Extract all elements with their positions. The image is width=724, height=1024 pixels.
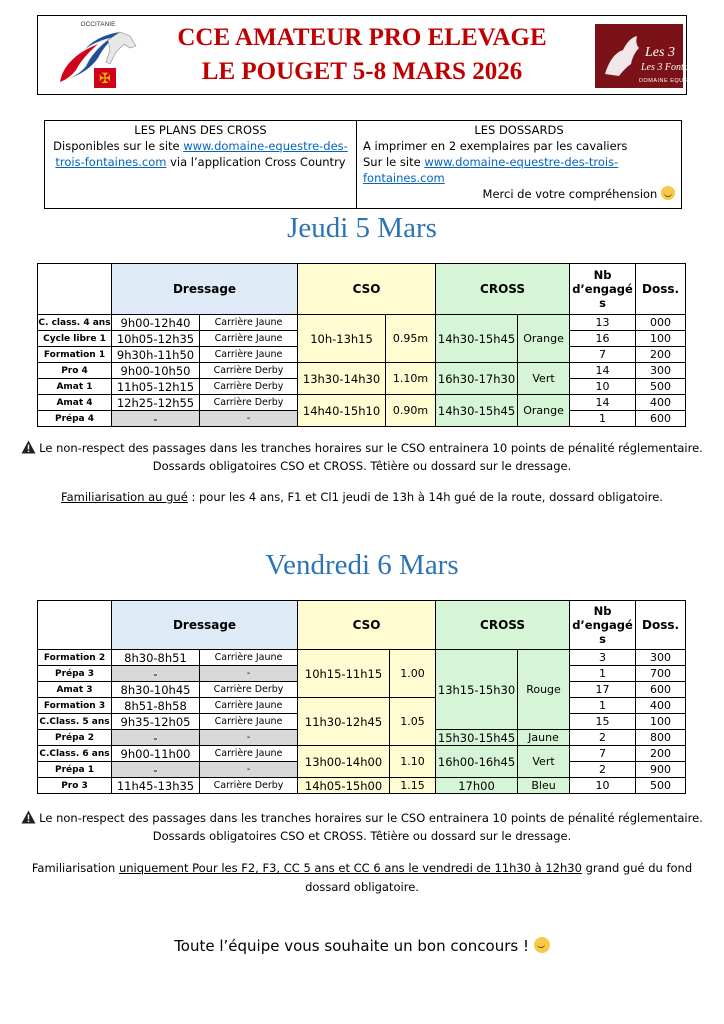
day2-title: Vendredi 6 Mars bbox=[265, 549, 459, 581]
nb-engages-header: Nb d’engagé s bbox=[570, 264, 636, 315]
table-row: Prépa 4 - - 1 600 bbox=[38, 411, 686, 427]
cross-plans-heading: LES PLANS DES CROSS bbox=[134, 123, 267, 137]
dossard-header: Doss. bbox=[636, 601, 686, 650]
day1-familiarisation-note: Familiarisation au gué : pour les 4 ans, F1 et Cl1 jeudi de 13h à 14h gué de la route, dossard obligatoire. bbox=[61, 490, 663, 504]
table-row: Formation 1 9h30h-11h50 Carrière Jaune 7 200 bbox=[38, 347, 686, 363]
dossards-heading: LES DOSSARDS bbox=[474, 123, 564, 137]
nb-engages-header: Nb d’engagé s bbox=[570, 601, 636, 650]
day1-warning-note: Le non-respect des passages dans les tranches horaires sur le CSO entrainera 10 points de pénalité réglementaire. bbox=[0, 439, 724, 457]
closing-message: Toute l’équipe vous souhaite un bon concours ! bbox=[0, 937, 724, 955]
day1-dossards-note: Dossards obligatoires CSO et CROSS. Têtière ou dossard sur le dressage. bbox=[152, 459, 572, 473]
smiley-icon bbox=[534, 937, 550, 953]
day1-title: Jeudi 5 Mars bbox=[287, 212, 437, 244]
dossards-site-text: Sur le site www.domaine-equestre-des-trois-fontaines.com bbox=[363, 155, 619, 185]
table-row: Prépa 3 - - 1 700 bbox=[38, 666, 686, 682]
table-row: C. class. 4 ans 9h00-12h40 Carrière Jaune 10h-13h15 0.95m 14h30-15h45 Orange 13 000 bbox=[38, 315, 686, 331]
table-row: Formation 2 8h30-8h51 Carrière Jaune 10h15-11h15 1.00 13h15-15h30 Rouge 3 300 bbox=[38, 650, 686, 666]
warning-icon bbox=[21, 810, 36, 824]
day2-dossards-note: Dossards obligatoires CSO et CROSS. Têtière ou dossard sur le dressage. bbox=[152, 829, 572, 843]
event-subtitle: LE POUGET 5-8 MARS 2026 bbox=[201, 58, 523, 85]
thanks-text: Merci de votre compréhension bbox=[357, 186, 681, 202]
table-row: C.Class. 6 ans 9h00-11h00 Carrière Jaune 13h00-14h00 1.10 16h00-16h45 Vert 7 200 bbox=[38, 746, 686, 762]
day2-schedule-table bbox=[37, 600, 686, 794]
table-row: Amat 4 12h25-12h55 Carrière Derby 14h40-15h10 0.90m 14h30-15h45 Orange 14 400 bbox=[38, 395, 686, 411]
website-link[interactable]: www.domaine-equestre-des-trois-fontaines.com bbox=[363, 155, 619, 185]
table-row: Formation 3 8h51-8h58 Carrière Jaune 11h30-12h45 1.05 1 400 bbox=[38, 698, 686, 714]
dossard-header: Doss. bbox=[636, 264, 686, 315]
table-row: Amat 3 8h30-10h45 Carrière Derby 17 600 bbox=[38, 682, 686, 698]
event-title: CCE AMATEUR PRO ELEVAGE bbox=[177, 24, 547, 51]
svg-text:Les 3 Fontaines: Les 3 Fontaines bbox=[641, 62, 705, 73]
table-row: Cycle libre 1 10h05-12h35 Carrière Jaune 16 100 bbox=[38, 331, 686, 347]
svg-text:DOMAINE EQUESTRE: DOMAINE EQUESTRE bbox=[639, 78, 705, 84]
table-row: Amat 1 11h05-12h15 Carrière Derby 10 500 bbox=[38, 379, 686, 395]
dressage-header: Dressage bbox=[112, 264, 298, 315]
svg-text:✠: ✠ bbox=[99, 71, 111, 87]
trois-fontaines-logo bbox=[595, 24, 705, 88]
svg-text:OCCITANIE: OCCITANIE bbox=[80, 21, 116, 28]
category-header bbox=[38, 601, 112, 650]
cross-header: CROSS bbox=[436, 601, 570, 650]
svg-text:Les 3: Les 3 bbox=[645, 45, 675, 60]
day2-familiarisation-note-line2: dossard obligatoire. bbox=[305, 880, 419, 894]
table-row: Prépa 1 - - 2 900 bbox=[38, 762, 686, 778]
day2-warning-note: Le non-respect des passages dans les tranches horaires sur le CSO entrainera 10 points de pénalité réglementaire. bbox=[0, 809, 724, 827]
warning-icon bbox=[21, 440, 36, 454]
info-box bbox=[44, 120, 682, 209]
cross-plans-section bbox=[45, 121, 356, 170]
smiley-icon bbox=[661, 186, 675, 200]
day1-schedule-table bbox=[37, 263, 686, 427]
website-link[interactable]: www.domaine-equestre-des-trois-fontaines.com bbox=[55, 139, 348, 169]
cross-plans-text: Disponibles sur le site www.domaine-equestre-des-trois-fontaines.com via l’application Cross Country bbox=[53, 139, 348, 169]
dossards-section bbox=[357, 121, 681, 202]
cso-header: CSO bbox=[298, 601, 436, 650]
cross-header: CROSS bbox=[436, 264, 570, 315]
day2-familiarisation-note: Familiarisation uniquement Pour les F2, F3, CC 5 ans et CC 6 ans le vendredi de 11h30 à 12h30 grand gué du fond bbox=[31, 861, 693, 875]
table-row: C.Class. 5 ans 9h35-12h05 Carrière Jaune 15 100 bbox=[38, 714, 686, 730]
cso-header: CSO bbox=[298, 264, 436, 315]
dossards-print-text: A imprimer en 2 exemplaires par les cavaliers bbox=[363, 139, 628, 153]
header-box bbox=[37, 15, 705, 95]
table-row: Pro 3 11h45-13h35 Carrière Derby 14h05-15h00 1.15 17h00 Bleu 10 500 bbox=[38, 778, 686, 794]
category-header bbox=[38, 264, 112, 315]
table-row: Pro 4 9h00-10h50 Carrière Derby 13h30-14h30 1.10m 16h30-17h30 Vert 14 300 bbox=[38, 363, 686, 379]
table-row: Prépa 2 - - 15h30-15h45 Jaune 2 800 bbox=[38, 730, 686, 746]
dressage-header: Dressage bbox=[112, 601, 298, 650]
